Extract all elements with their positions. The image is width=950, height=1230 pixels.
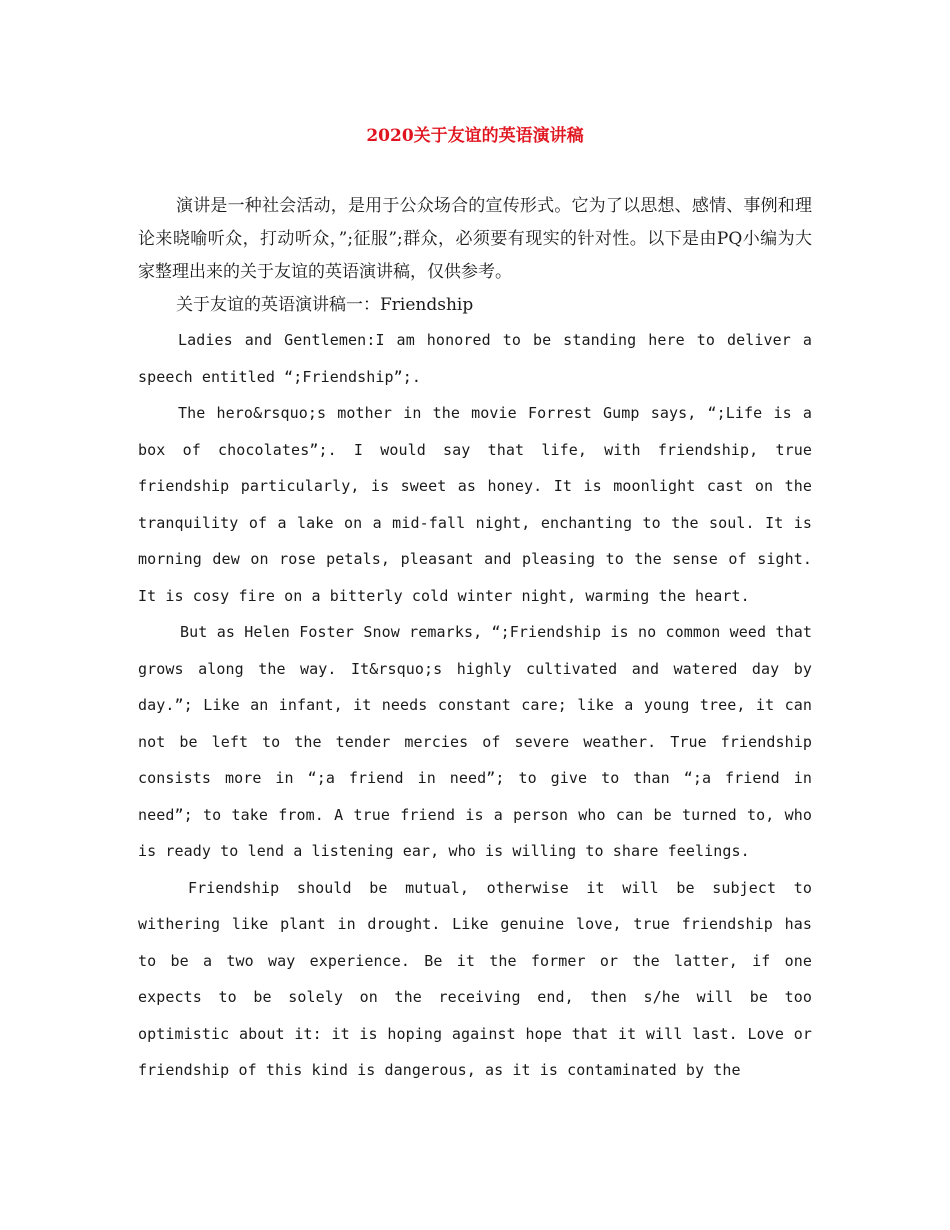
section-heading: 关于友谊的英语演讲稿一：Friendship: [176, 295, 474, 315]
speech-paragraph: The hero&rsquo;s mother in the movie Forrest Gump says, “;Life is a box of chocolates”;. I would say that life, with friendship, true friendship particularly, is sweet as honey. It is moonlight cast on the tranquility of a lake on a mid-fall night, enchanting to the soul. It is morning dew on rose petals, pleasant and pleasing to the sense of sight. It is cosy fire on a bitterly cold winter night, warming the heart.: [138, 404, 812, 605]
speech-paragraph-greeting: Ladies and Gentlemen:I am honored to be standing here to deliver a speech entitled “;Friendship”;.: [138, 331, 812, 386]
speech-paragraph: Friendship should be mutual, otherwise it will be subject to withering like plant in drought. Like genuine love, true friendship has to be a two way experience. Be it the former or the latter, if one expects to be solely on the receiving end, then s/he will be too optimistic about it: it is hoping against hope that it will last. Love or friendship of this kind is dangerous, as it is contaminated by the: [138, 878, 812, 1079]
speech-paragraph: But as Helen Foster Snow remarks, “;Friendship is no common weed that grows along the way. It&rsquo;s highly cultivated and watered day by day.”; Like an infant, it needs constant care; like a young tree, it can not be left to the tender mercies of severe weather. True friendship consists more in “;a friend in need”; to give to than “;a friend in need”; to take from. A true friend is a person who can be turned to, who is ready to lend a listening ear, who is willing to share feelings.: [138, 623, 812, 860]
document-title: 2020关于友谊的英语演讲稿: [366, 126, 584, 146]
intro-paragraph: 演讲是一种社会活动，是用于公众场合的宣传形式。它为了以思想、感情、事例和理论来晓喻听众，打动听众，”;征服”;群众，必须要有现实的针对性。以下是由PQ小编为大家整理出来的关于友谊的英语演讲稿，仅供参考。: [138, 196, 812, 282]
document-body: [138, 190, 812, 1089]
